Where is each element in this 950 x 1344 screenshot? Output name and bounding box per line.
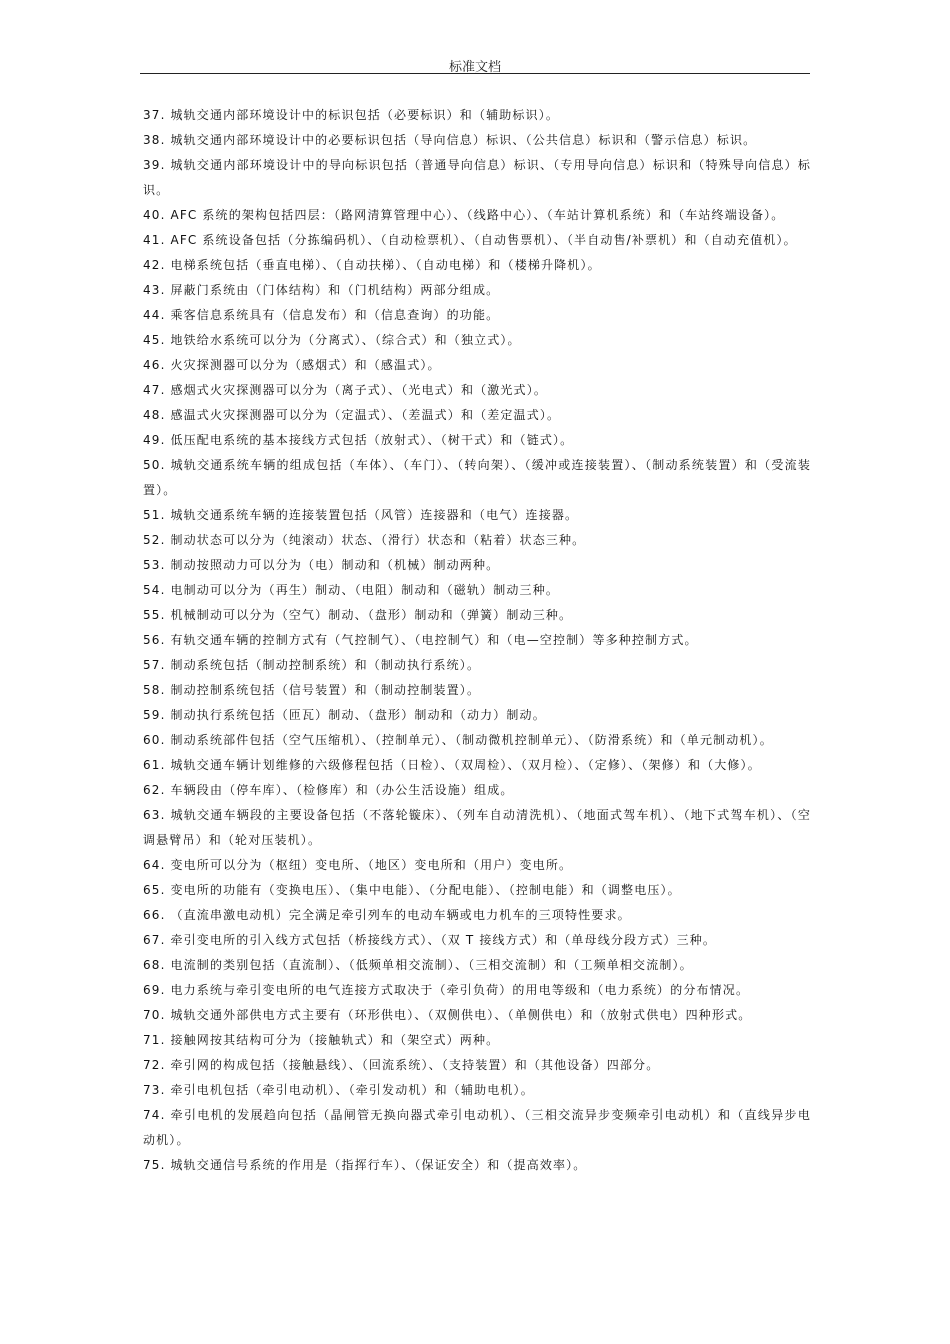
- header-title: 标准文档: [448, 60, 501, 75]
- question-item: 60. 制动系统部件包括（空气压缩机）、（控制单元）、（制动微机控制单元）、（防滑系统）和（单元制动机）。: [143, 733, 773, 747]
- question-item: 55. 机械制动可以分为（空气）制动、（盘形）制动和（弹簧）制动三种。: [143, 608, 573, 622]
- question-item: 56. 有轨交通车辆的控制方式有（气控制气）、（电控制气）和（电—空控制）等多种控制方式。: [143, 633, 698, 647]
- question-item: 63. 城轨交通车辆段的主要设备包括（不落轮镟床）、（列车自动清洗机）、（地面式驾车机）、（地下式驾车机）、（空调悬臂吊）和（轮对压装机）。: [143, 808, 811, 847]
- question-item: 64. 变电所可以分为（枢纽）变电所、（地区）变电所和（用户）变电所。: [143, 858, 573, 872]
- question-item: 59. 制动执行系统包括（匝瓦）制动、（盘形）制动和（动力）制动。: [143, 708, 546, 722]
- question-item: 66. （直流串激电动机）完全满足牵引列车的电动车辆或电力机车的三项特性要求。: [143, 908, 631, 922]
- question-item: 68. 电流制的类别包括（直流制）、（低频单相交流制）、（三相交流制）和（工频单相交流制）。: [143, 958, 693, 972]
- question-item: 47. 感烟式火灾探测器可以分为（离子式）、（光电式）和（激光式）。: [143, 383, 548, 397]
- question-item: 67. 牵引变电所的引入线方式包括（桥接线方式）、（双 T 接线方式）和（单母线分段方式）三种。: [143, 933, 717, 947]
- question-item: 48. 感温式火灾探测器可以分为（定温式）、（差温式）和（差定温式）。: [143, 408, 561, 422]
- question-item: 75. 城轨交通信号系统的作用是（指挥行车）、（保证安全）和（提高效率）。: [143, 1158, 587, 1172]
- question-item: 73. 牵引电机包括（牵引电动机）、（牵引发动机）和（辅助电机）。: [143, 1083, 534, 1097]
- question-item: 69. 电力系统与牵引变电所的电气连接方式取决于（牵引负荷）的用电等级和（电力系统）的分布情况。: [143, 983, 750, 997]
- question-item: 42. 电梯系统包括（垂直电梯）、（自动扶梯）、（自动电梯）和（楼梯升降机）。: [143, 258, 601, 272]
- question-item: 37. 城轨交通内部环境设计中的标识包括（必要标识）和（辅助标识）。: [143, 108, 560, 122]
- question-item: 61. 城轨交通车辆计划维修的六级修程包括（日检）、（双周检）、（双月检）、（定修）、（架修）和（大修）。: [143, 758, 761, 772]
- question-item: 70. 城轨交通外部供电方式主要有（环形供电）、（双侧供电）、（单侧供电）和（放射式供电）四种形式。: [143, 1008, 752, 1022]
- question-item: 72. 牵引网的构成包括（接触悬线）、（回流系统）、（支持装置）和（其他设备）四部分。: [143, 1058, 660, 1072]
- question-item: 62. 车辆段由（停车库）、（检修库）和（办公生活设施）组成。: [143, 783, 514, 797]
- question-item: 46. 火灾探测器可以分为（感烟式）和（感温式）。: [143, 358, 441, 372]
- question-item: 53. 制动按照动力可以分为（电）制动和（机械）制动两种。: [143, 558, 500, 572]
- question-item: 52. 制动状态可以分为（纯滚动）状态、（滑行）状态和（粘着）状态三种。: [143, 533, 586, 547]
- question-item: 58. 制动控制系统包括（信号装置）和（制动控制装置）。: [143, 683, 481, 697]
- question-item: 43. 屏蔽门系统由（门体结构）和（门机结构）两部分组成。: [143, 283, 500, 297]
- question-item: 44. 乘客信息系统具有（信息发布）和（信息查询）的功能。: [143, 308, 500, 322]
- question-item: 57. 制动系统包括（制动控制系统）和（制动执行系统）。: [143, 658, 481, 672]
- question-item: 65. 变电所的功能有（变换电压）、（集中电能）、（分配电能）、（控制电能）和（调整电压）。: [143, 883, 681, 897]
- page-header: [140, 56, 810, 74]
- question-item: 49. 低压配电系统的基本接线方式包括（放射式）、（树干式）和（链式）。: [143, 433, 574, 447]
- question-item: 54. 电制动可以分为（再生）制动、（电阻）制动和（磁轨）制动三种。: [143, 583, 560, 597]
- question-item: 74. 牵引电机的发展趋向包括（晶闸管无换向器式牵引电动机）、（三相交流异步变频牵引电动机）和（直线异步电动机）。: [143, 1108, 811, 1147]
- question-item: 50. 城轨交通系统车辆的组成包括（车体）、（车门）、（转向架）、（缓冲或连接装置）、（制动系统装置）和（受流装置）。: [143, 458, 811, 497]
- question-item: 39. 城轨交通内部环境设计中的导向标识包括（普通导向信息）标识、（专用导向信息）标识和（特殊导向信息）标识。: [143, 158, 811, 197]
- question-item: 40. AFC 系统的架构包括四层：（路网清算管理中心）、（线路中心）、（车站计算机系统）和（车站终端设备）。: [143, 208, 785, 222]
- question-item: 41. AFC 系统设备包括（分拣编码机）、（自动检票机）、（自动售票机）、（半自动售/补票机）和（自动充值机）。: [143, 233, 797, 247]
- question-list: [143, 103, 811, 1178]
- question-item: 71. 接触网按其结构可分为（接触轨式）和（架空式）两种。: [143, 1033, 500, 1047]
- question-item: 38. 城轨交通内部环境设计中的必要标识包括（导向信息）标识、（公共信息）标识和（警示信息）标识。: [143, 133, 757, 147]
- question-item: 45. 地铁给水系统可以分为（分离式）、（综合式）和（独立式）。: [143, 333, 521, 347]
- question-item: 51. 城轨交通系统车辆的连接装置包括（风管）连接器和（电气）连接器。: [143, 508, 579, 522]
